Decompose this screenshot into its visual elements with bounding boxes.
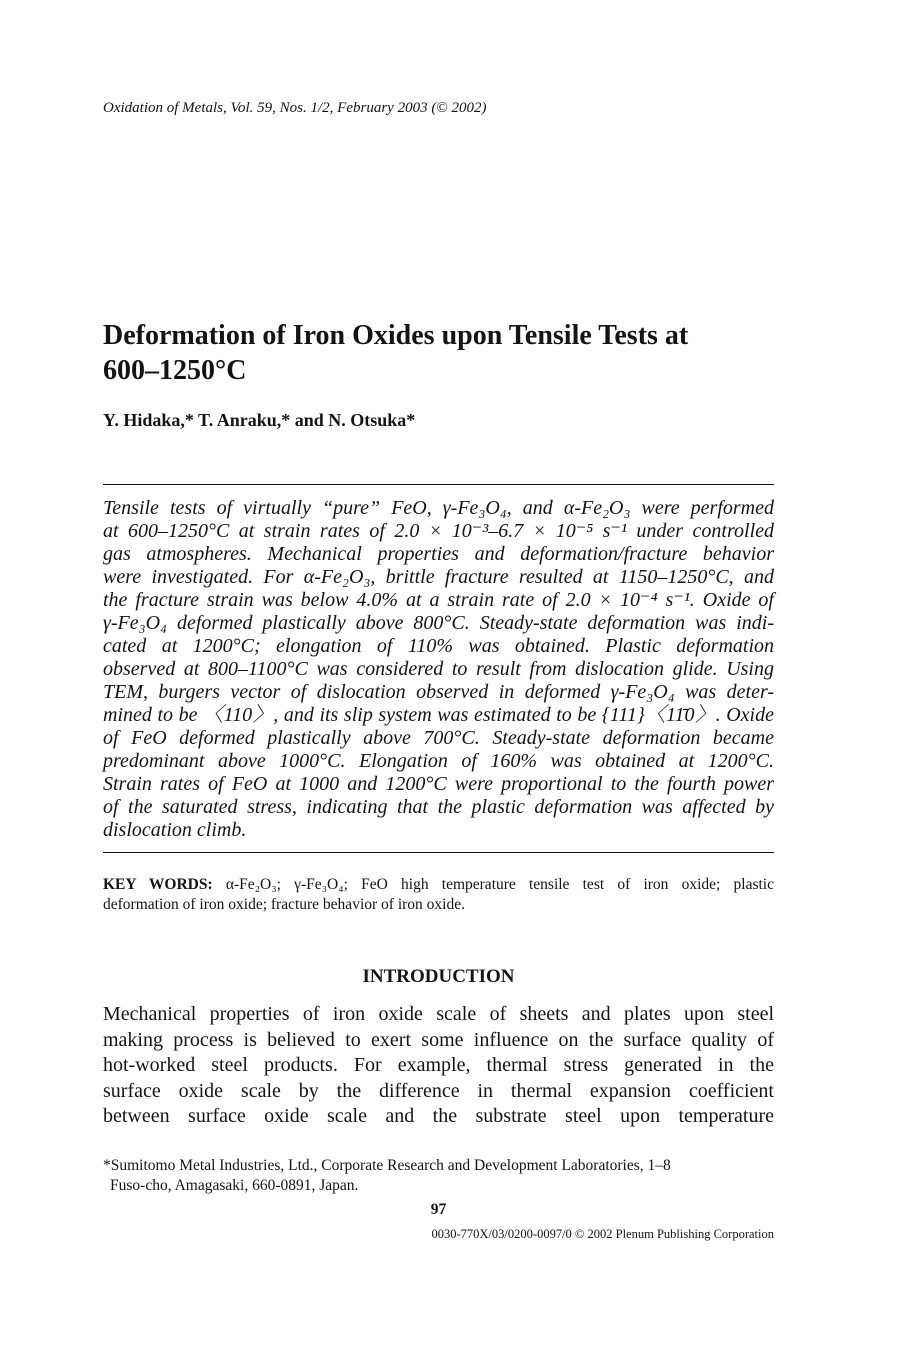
copyright-line: 0030-770X/03/0200-0097/0 © 2002 Plenum Publishing Corporation bbox=[431, 1227, 774, 1241]
abstract-line: mined to be 〈110〉, and its slip system was estimated to be {111}〈11̄0〉. Oxide bbox=[103, 704, 774, 726]
page-number: 97 bbox=[430, 1201, 447, 1218]
keywords-text: α-Fe₂O₃; γ-Fe₃O₄; FeO high temperature tensile test of iron oxide; plastic bbox=[225, 876, 774, 893]
abstract-line: cated at 1200°C; elongation of 110% was obtained. Plastic deformation bbox=[103, 635, 774, 657]
body-line: hot-worked steel products. For example, thermal stress generated in the bbox=[103, 1054, 774, 1077]
body-line: between surface oxide scale and the substrate steel upon temperature bbox=[103, 1105, 774, 1128]
abstract-line: predominant above 1000°C. Elongation of 160% was obtained at 1200°C. bbox=[103, 750, 774, 772]
abstract-line: gas atmospheres. Mechanical properties and deformation/fracture behavior bbox=[103, 543, 774, 565]
abstract-line: observed at 800–1100°C was considered to result from dislocation glide. Using bbox=[103, 658, 774, 680]
body-line: Mechanical properties of iron oxide scale of sheets and plates upon steel bbox=[103, 1003, 774, 1025]
running-head: Oxidation of Metals, Vol. 59, Nos. 1/2, February 2003 (© 2002) bbox=[103, 100, 487, 116]
body-line: making process is believed to exert some influence on the surface quality of bbox=[103, 1028, 774, 1051]
abstract-line: the fracture strain was below 4.0% at a strain rate of 2.0 × 10⁻⁴ s⁻¹. Oxide of bbox=[103, 589, 774, 611]
abstract-line: of FeO deformed plastically above 700°C. Steady-state deformation became bbox=[103, 727, 774, 749]
abstract-line: Strain rates of FeO at 1000 and 1200°C were proportional to the fourth power bbox=[103, 773, 774, 795]
body-text bbox=[103, 1002, 774, 1130]
abstract-line: γ-Fe₃O₄ deformed plastically above 800°C. Steady-state deformation was indi- bbox=[103, 612, 774, 634]
abstract-line: of the saturated stress, indicating that the plastic deformation was affected by bbox=[103, 796, 774, 818]
footnote-line: Fuso-cho, Amagasaki, 660-0891, Japan. bbox=[110, 1177, 359, 1194]
abstract-line: dislocation climb. bbox=[103, 819, 247, 841]
section-heading: INTRODUCTION bbox=[362, 966, 515, 987]
body-line: surface oxide scale by the difference in thermal expansion coefficient bbox=[103, 1079, 774, 1102]
article-title bbox=[103, 318, 783, 388]
author-list: Y. Hidaka,* T. Anraku,* and N. Otsuka* bbox=[103, 410, 416, 430]
abstract-line: Tensile tests of virtually “pure” FeO, γ-Fe₃O₄, and α-Fe₂O₃ were performed bbox=[103, 497, 774, 519]
affiliation-footnote bbox=[103, 1156, 774, 1196]
title-line: 600–1250°C bbox=[103, 355, 247, 386]
keywords bbox=[103, 875, 774, 915]
keywords-line bbox=[103, 875, 774, 895]
abstract-top-rule bbox=[103, 484, 774, 485]
keywords-line: deformation of iron oxide; fracture behavior of iron oxide. bbox=[103, 896, 465, 913]
abstract-line: at 600–1250°C at strain rates of 2.0 × 10⁻³–6.7 × 10⁻⁵ s⁻¹ under controlled bbox=[103, 520, 774, 542]
abstract-bottom-rule bbox=[103, 852, 774, 853]
abstract-line: TEM, burgers vector of dislocation observed in deformed γ-Fe₃O₄ was deter- bbox=[103, 681, 774, 703]
title-line: Deformation of Iron Oxides upon Tensile Tests at bbox=[103, 320, 689, 351]
abstract-line: were investigated. For α-Fe₂O₃, brittle fracture resulted at 1150–1250°C, and bbox=[103, 566, 774, 588]
abstract bbox=[103, 497, 774, 842]
keywords-label: KEY WORDS: bbox=[103, 876, 213, 893]
footnote-line: *Sumitomo Metal Industries, Ltd., Corporate Research and Development Laboratories, 1–8 bbox=[103, 1157, 671, 1174]
